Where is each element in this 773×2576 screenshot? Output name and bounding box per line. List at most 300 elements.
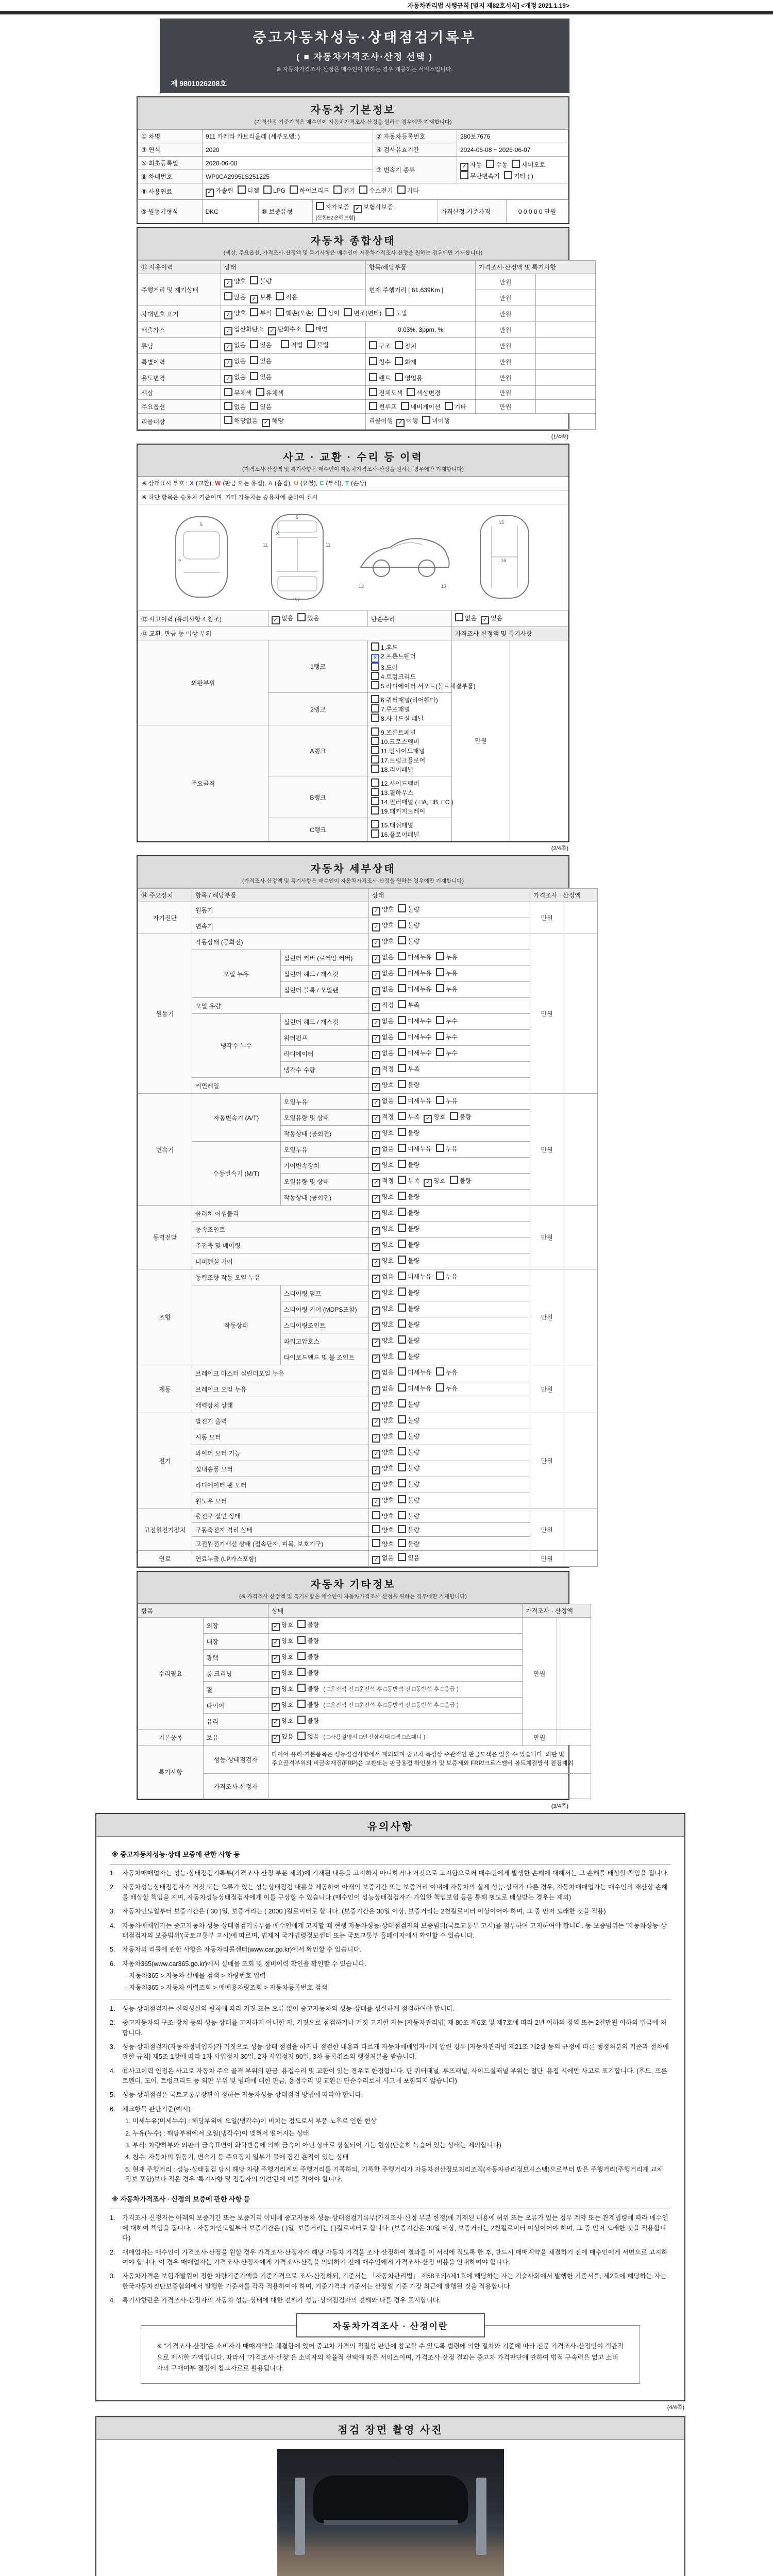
checkbox[interactable] [263,185,272,194]
table-row: 라디에이터 팬 모터 ✓ 양호 불량 [138,1477,598,1493]
accident-title: 사고 · 교환 · 수리 등 이력 [283,452,423,463]
svg-text:11: 11 [326,543,331,548]
checkbox[interactable] [372,1099,380,1107]
checkbox[interactable] [372,1035,380,1043]
table-row: 파워고압호스 ✓ 양호 불량 [138,1333,598,1349]
checkbox[interactable] [424,1179,432,1187]
checkbox[interactable] [224,359,232,367]
device-group: 원동기 [138,934,192,1094]
checkbox[interactable] [372,1498,380,1506]
checkbox[interactable] [372,1354,380,1363]
device-group: 전기 [138,1413,192,1509]
checkbox[interactable] [372,987,380,995]
table-row: 차대번호 표기 ✓ 양호 부식 훼손(오손) 상이 변조(변타) 도말 만원 [138,306,596,322]
checkbox[interactable] [224,375,232,383]
checkbox[interactable] [371,765,379,773]
checkbox[interactable] [398,1080,406,1088]
checkbox[interactable] [460,163,468,171]
checkbox[interactable] [369,341,377,349]
svg-text:13: 13 [441,584,447,589]
checkbox[interactable] [372,1539,380,1547]
checkbox[interactable] [398,1431,406,1439]
legend-note: ※ 하단 항목은 승용차 기준이며, 기타 자동차는 승용차에 준하여 표시 [138,490,568,504]
checkbox[interactable] [436,952,444,960]
checkbox[interactable] [276,292,284,300]
checkbox[interactable] [372,1418,380,1427]
checkbox[interactable] [206,189,214,197]
checkbox[interactable] [250,308,258,316]
checkbox[interactable] [422,416,430,424]
checkbox[interactable] [371,714,379,722]
checkbox[interactable] [372,1275,380,1283]
device-group: 동력전달 [138,1206,192,1269]
checkbox[interactable] [398,1319,406,1328]
checkbox[interactable] [272,1703,280,1711]
checkbox[interactable] [372,1147,380,1155]
transmission-type: ✓자동 수동 세미오토 무단변속기 기타 ( ) [457,157,568,183]
checkbox[interactable] [398,1112,406,1120]
checkbox[interactable] [372,1482,380,1490]
checkbox[interactable] [398,1525,406,1533]
checkbox[interactable] [371,755,379,764]
checkbox[interactable] [398,1176,406,1184]
checkbox[interactable] [372,1067,380,1075]
checkbox[interactable] [398,1447,406,1455]
form-column [137,19,581,1810]
checkbox[interactable] [297,1684,306,1692]
checkbox[interactable] [318,308,326,316]
fuel-type: ✓ 가솔린 디젤 LPG 하이브리드 전기 수소전기 기타 [203,183,568,199]
checkbox[interactable] [333,185,342,194]
checkbox[interactable] [436,1144,444,1152]
checkbox[interactable] [398,936,406,944]
table-row: C랭크 15.대쉬패널 16.플로어패널 [138,818,568,841]
checkbox[interactable] [371,704,379,713]
checkbox[interactable] [297,1668,306,1676]
car-diagram-front-top [163,511,240,603]
checkbox[interactable] [398,1256,406,1264]
checkbox[interactable] [371,681,379,689]
detail-subtitle: (가격조사·산정액 및 특기사항은 매수인이 자동차가격조사·산정을 원하는 경우에만 기재합니다) [242,878,464,884]
checkbox[interactable] [398,1000,406,1008]
checkbox[interactable] [372,1019,380,1027]
checkbox[interactable] [398,1192,406,1200]
checkbox[interactable] [371,788,379,796]
checkbox[interactable] [272,1719,280,1727]
svg-text:5: 5 [296,515,299,520]
table-row: 구동축전지 격리 상태 양호 불량 [138,1523,598,1537]
checkbox[interactable] [372,1370,380,1379]
checkbox[interactable] [371,806,379,815]
regulation-note: 자동차관리법 시행규칙 [별지 제82호서식] <개정 2021.1.19> [407,2,569,9]
checkbox[interactable] [401,402,409,410]
checkbox[interactable] [272,1623,280,1631]
checkbox[interactable] [398,1479,406,1487]
note-item: 4. 특기사항란은 가격조사·산정자의 자동차 성능·상태에 대한 견해가 성능·상태점검자의 견해와 다를 경우 표시합니다. [110,2297,441,2304]
notes-band [96,1814,684,1837]
checkbox[interactable] [344,308,352,316]
checkbox[interactable] [372,1179,380,1187]
table-row: 변속기 자동변속기 (A/T) 오일누유 ✓ 없음 미세누유 누유 만원 [138,1094,598,1110]
checkbox[interactable] [450,1112,458,1120]
checkbox[interactable] [297,1620,306,1628]
checkbox[interactable] [281,340,289,348]
checkbox[interactable] [372,1163,380,1171]
state-code-C: C [320,481,324,487]
checkbox[interactable] [372,923,380,931]
checkbox[interactable] [272,1639,280,1647]
table-row: 연료 연료누출 (LP가스포함) ✓ 없음 있음 만원 [138,1551,598,1567]
section-basic-info [137,96,569,224]
table-row: ⑤ 최초등록일 2020-06-08 ⑦ 변속기 종류 ✓자동 수동 세미오토 무단변속기 기타 ( ) [138,157,568,170]
checkbox[interactable] [250,340,258,348]
detail-band [138,856,568,888]
car-name: 911 카레라 카브리올레 (세부모델: ) [203,130,373,143]
checkbox[interactable] [398,1064,406,1072]
checkbox[interactable] [372,1003,380,1011]
table-row: B랭크 12.사이드멤버 13.휠하우스 14.필러패널 ( □A, □B, □C ) 19.패키지트레이 [138,776,568,818]
checkbox[interactable] [450,1176,458,1184]
checkbox[interactable] [224,343,232,351]
page-marker-3: (3/4쪽) [551,1803,568,1809]
checkbox[interactable] [398,1128,406,1136]
table-row: ① 차명 911 카레라 카브리올레 (세부모델: ) ② 자동차등록번호 280보7676 [138,130,568,143]
checkbox[interactable] [398,904,406,912]
svg-text:9: 9 [178,558,181,563]
checkbox[interactable] [398,952,406,960]
checkbox[interactable] [371,727,379,736]
checkbox[interactable] [407,388,415,396]
table-row: 기본품목 보유 ✓ 있음 없음 ( □사용설명서 □안전삼각대 □잭 □스패너 ) 만원 [138,1730,591,1745]
checkbox[interactable] [398,1415,406,1423]
checkbox[interactable] [436,1096,444,1104]
checkbox[interactable] [272,1655,280,1663]
checkbox[interactable] [436,1272,444,1280]
checkbox[interactable] [297,1732,306,1740]
checkbox[interactable] [385,308,394,316]
checkbox[interactable] [398,1272,406,1280]
table-row: 주요옵션 없음 있음 썬루프 네비게이션 기타 만원 [138,400,596,414]
checkbox[interactable] [436,1367,444,1376]
checkbox[interactable] [436,984,444,992]
checkbox[interactable] [481,616,489,624]
table-row: 자기진단 원동기 ✓ 양호 불량 만원 [138,902,598,918]
checkbox[interactable] [238,185,246,194]
checkbox[interactable] [268,327,276,335]
table-row: 라디에이터 ✓ 없음 미세누수 누수 [138,1046,598,1062]
definition-box-title: 자동차가격조사 · 산정이란 [296,2313,485,2337]
checkbox[interactable] [445,402,453,410]
table-row: 항목 상태 가격조사 · 산정액 [138,1604,591,1618]
table-row: ⑪ 사용이력 상태 항목/해당부품 가격조사·산정액 및 특기사항 [138,261,596,274]
checkbox[interactable] [504,171,512,179]
table-row: 오일 유량 ✓ 적정 부족 [138,998,598,1014]
inspection-period: 2024-06-08 ~ 2026-06-07 [457,143,568,157]
checkbox[interactable] [372,1511,380,1519]
checkbox[interactable] [398,1399,406,1408]
checkbox[interactable] [372,971,380,979]
checkbox[interactable] [272,1735,280,1743]
checkbox[interactable] [250,276,258,284]
checkbox[interactable] [307,340,315,348]
car-diagrams [138,504,568,611]
checkbox[interactable] [455,613,463,621]
checkbox[interactable] [272,1687,280,1695]
checkbox[interactable] [398,1303,406,1312]
table-row: 조향 동력조향 작동 오일 누유 ✓ 없음 미세누유 누유 만원 [138,1269,598,1285]
table-row: 룸 크리닝 ✓ 양호 불량 [138,1666,591,1682]
table-row: 등속조인트 ✓ 양호 불량 [138,1222,598,1238]
price-survey-definition-box [141,2321,640,2384]
table-row: 원동기 작동상태 (공회전) ✓ 양호 불량 만원 [138,934,598,950]
mileage-value: 현재 주행거리 [ 61,639Km ] [366,274,476,306]
checkbox[interactable] [371,672,379,680]
table-row: ⑨ 원동기형식 DKC ⑩ 보증유형 자가보증 ✓ 보험사보증[신한EZ손해보험] 가격산정 기준가격 0 0 0 0 0 만원 [138,199,568,224]
checkbox[interactable] [372,1195,380,1203]
table-row: 타이어 ✓ 양호 불량 ( □운전석 전 □운전석 후 □동반석 전 □동반석 후 □응급 ) [138,1698,591,1714]
checkbox[interactable] [316,202,324,210]
note-item: 3. 자동차인도일부터 보증기간은 ( 30 )일, 보증거리는 ( 2000 )킬로미터로 합니다. (보증기간은 30일 이상, 보증거리는 2천킬로미터 이상이어야 하며, 그 중 먼저 도래한 것을 적용) [110,1908,606,1916]
checkbox[interactable] [262,419,270,427]
document-number: 제 9801026208호 [171,79,227,88]
checkbox[interactable] [224,311,232,319]
checkbox[interactable] [369,373,377,381]
checkbox[interactable] [250,356,258,364]
checkbox[interactable] [398,1553,406,1561]
checkbox[interactable] [371,797,379,805]
checkbox[interactable] [224,327,232,335]
checkbox[interactable] [395,341,403,349]
checkbox[interactable] [224,388,232,396]
checkbox[interactable] [372,1323,380,1331]
checkbox[interactable] [272,1671,280,1679]
checkbox[interactable] [372,1243,380,1251]
table-row: 실린더 블록 / 오일팬 ✓ 없음 미세누유 누유 [138,982,598,998]
checkbox[interactable] [424,1115,432,1123]
checkbox[interactable] [371,737,379,745]
checkbox[interactable] [354,205,362,213]
checkbox[interactable] [297,613,306,621]
note-item: 1. 자동차매매업자는 성능·상태점검기록부(가격조사·산정 부분 제외)에 기재된 내용을 고지하지 아니하거나 거짓으로 고지함으로써 매수인에게 발생한 손해에 대해서는 그 손해를 배상할 책임을 집니다. [110,1870,669,1877]
checkbox[interactable] [512,160,520,168]
checkbox[interactable] [372,1556,380,1564]
checkbox[interactable] [272,616,280,624]
checkbox[interactable] [398,1539,406,1547]
checkbox[interactable] [398,1160,406,1168]
checkbox[interactable] [398,1016,406,1024]
table-row: 작동상태 (공회전) ✓ 양호 불량 [138,1126,598,1142]
detail-title: 자동차 세부상태 [310,863,396,875]
etc-subtitle: (※ 가격조사·산정액 및 특기사항은 매수인이 자동차가격조사·산정을 원하는 경우에만 기재합니다) [239,1594,467,1600]
checkbox[interactable] [398,1495,406,1503]
warranty-type: 자가보증 ✓ 보험사보증[신한EZ손해보험] [312,200,438,224]
checkbox[interactable] [372,1259,380,1267]
checkbox[interactable] [371,829,379,838]
note-item: 1. 성능·상태점검자는 신의성실의 원칙에 따라 거짓 또는 오류 없이 중고자동차의 성능·상태를 성실하게 점검하여야 합니다. [110,2005,455,2012]
table-row: 작동상태 (공회전) ✓ 양호 불량 [138,1190,598,1206]
checkbox[interactable] [306,324,314,332]
checkbox[interactable] [297,1652,306,1660]
notes-body [96,1837,684,2400]
checkbox[interactable] [398,968,406,976]
checkbox[interactable] [436,1383,444,1392]
notes-sec-c-title: ※ 자동차가격조사 · 산정의 보증에 관한 사항 등 [110,2189,671,2209]
checkbox[interactable] [250,295,258,303]
table-row: 고전원전기배선 상태 (접속단자, 피복, 보호기구) 양호 불량 [138,1537,598,1551]
checkbox[interactable] [371,642,379,651]
checkbox[interactable] [297,1700,306,1708]
table-row: 배출가스 ✓ 일산화탄소 ✓ 탄화수소 매연 0.03%, 3ppm, % 만원 [138,322,596,338]
table-row: 브레이크 오일 누유 ✓ 없음 미세누유 누유 [138,1381,598,1397]
checkbox[interactable] [224,416,232,424]
checkbox[interactable] [395,357,403,365]
checkbox[interactable] [397,185,406,194]
checkbox[interactable] [372,1466,380,1475]
checkbox[interactable] [372,907,380,916]
checkbox[interactable] [486,160,494,168]
checkbox[interactable] [372,1051,380,1059]
table-row: 유리 ✓ 양호 불량 [138,1714,591,1730]
special-note [268,1774,591,1799]
state-code-T: T [345,481,349,487]
checkbox[interactable] [398,984,406,992]
checkbox[interactable] [290,185,298,194]
section-photos [95,2416,685,2576]
checkbox[interactable] [398,1351,406,1360]
svg-text:15: 15 [499,520,505,525]
table-row: 오일유량 및 상태 ✓ 적정 부족 ✓ 양호 불량 [138,1174,598,1190]
detail-state-table [138,888,598,1567]
checkbox[interactable] [276,308,284,316]
table-row: 2랭크 6.쿼터패널(리어휀다) 7.루프패널 8.사이드실 패널 [138,693,568,725]
checkbox[interactable] [436,1016,444,1024]
checkbox[interactable] [398,1463,406,1471]
checkbox[interactable] [371,746,379,754]
checkbox[interactable] [371,654,379,663]
basic-info-table [138,129,568,223]
checkbox[interactable] [372,1434,380,1443]
engine-type: DKC [202,200,258,224]
table-row: 주요골격 A랭크 9.프론트패널 10.크로스멤버 11.인사이드패널 17.트렁크플로어 18.리어패널 [138,725,568,776]
first-reg-date: 2020-06-08 [203,157,373,170]
checkbox[interactable] [250,402,258,410]
checkbox[interactable] [372,1131,380,1139]
table-row: ⑬ 교환, 판금 등 이상 부위 가격조사·산정액 및 특기사항 [138,627,568,640]
etc-info-table [138,1604,591,1799]
checkbox[interactable] [436,1032,444,1040]
note-item: 4. 자동차매매업자는 중고자동차 성능·상태점검기록부를 매수인에게 고지할 때 현행 자동차성능·상태점검자의 보증범위(국토교통부 고시)를 첨부하여 고지하여야 합니다. 동 보증범위는 '자동차성능·상태점검자의 보증범위'(국토교통부 고시)에 따르며, 법제처 국가법령정보센터 또는 국토교통부 홈페이지에서 확인할 수 있습니다. [110,1922,667,1939]
checkbox[interactable] [371,663,379,671]
checkbox[interactable] [297,1716,306,1724]
checkbox[interactable] [369,388,377,396]
checkbox[interactable] [372,1291,380,1299]
table-row: 작동상태 스티어링 펌프 ✓ 양호 불량 [138,1285,598,1301]
checkbox[interactable] [372,1525,380,1533]
table-row: 윈도우 모터 ✓ 양호 불량 [138,1493,598,1509]
checkbox[interactable] [250,372,258,380]
table-row: 가격조사·산정자 [138,1774,591,1799]
notes-title: 유의사항 [367,1821,414,1833]
checkbox[interactable] [371,820,379,828]
checkbox[interactable] [398,1096,406,1104]
table-row: ⑫ 사고이력 (유의사항 4.참조) ✓ 없음 있음 단순수리 없음 ✓ 있음 [138,611,568,627]
checkbox[interactable] [372,1386,380,1395]
table-row: 수리필요 외장 ✓ 양호 불량 만원 [138,1618,591,1634]
checkbox[interactable] [372,1307,380,1315]
checkbox[interactable] [398,1383,406,1392]
table-row: 동력전달 클러치 어셈블리 ✓ 양호 불량 만원 [138,1206,598,1222]
checkbox[interactable] [372,1083,380,1091]
photos-band [96,2417,684,2440]
state-code-W: W [215,481,221,487]
checkbox[interactable] [436,968,444,976]
checkbox[interactable] [396,419,405,427]
price-survey-select: ( ■ 자동차가격조사·산정 선택 ) [296,52,433,62]
checkbox[interactable] [359,185,367,194]
section-detail-state [137,855,581,1568]
basic-info-title: 자동차 기본정보 [310,105,396,116]
checkbox[interactable] [369,357,377,365]
checkbox[interactable] [398,1208,406,1216]
checkbox[interactable] [398,920,406,928]
checkbox[interactable] [372,1211,380,1219]
checkbox[interactable] [398,1144,406,1152]
checkbox[interactable] [256,388,264,396]
checkbox[interactable] [398,1048,406,1056]
checkbox[interactable] [372,939,380,947]
checkbox[interactable] [398,1511,406,1519]
checkbox[interactable] [398,1032,406,1040]
section-etc-info [137,1571,574,1800]
state-code-A: A [268,481,273,487]
checkbox[interactable] [460,171,468,179]
state-code-X: X [190,481,194,487]
state-code-legend: ※ 상태표시 부호 : X (교환), W (판금 또는 용접), A (흠집), U (요철), C (부식), T (손상) [138,477,568,490]
checkbox[interactable] [224,292,232,300]
checkbox[interactable] [224,279,232,287]
checkbox[interactable] [398,1287,406,1296]
checkbox[interactable] [371,695,379,703]
checkbox[interactable] [398,1224,406,1232]
table-row: 워터펌프 ✓ 없음 미세누수 누수 [138,1030,598,1046]
car-diagram-side-view [355,511,452,603]
checkbox[interactable] [398,1367,406,1376]
table-row: 시동 모터 ✓ 양호 불량 [138,1429,598,1445]
checkbox[interactable] [297,1636,306,1644]
checkbox[interactable] [436,1048,444,1056]
checkbox[interactable] [369,402,377,410]
svg-text:5: 5 [200,522,203,527]
table-row: 휠 ✓ 양호 불량 ( □운전석 전 □운전석 후 □동반석 전 □동반석 후 □응급 ) [138,1682,591,1698]
checkbox[interactable] [372,1402,380,1411]
checkbox[interactable] [372,1227,380,1235]
checkbox[interactable] [372,1115,380,1123]
checkbox[interactable] [372,1450,380,1459]
checkbox[interactable] [395,373,403,381]
checkbox[interactable] [372,1338,380,1347]
note-item: 4. ⑫사고이력 인정은 사고로 자동차 주요 골격 부위의 판금, 용접수리 및 교환이 있는 경우로 한정합니다. 단 쿼터패널, 루프패널, 사이드실패널 부위는 절단, 용접 시에만 사고로 표기합니다. (후드, 프론트펜더, 도어, 트렁크리드 등 외판 부위 및 범퍼에 대한 판금, 용접수리 및 교환은 단순수리로서 사고에 포함되지 않습니다) [110,2067,667,2084]
svg-text:16: 16 [501,558,507,563]
checkbox[interactable] [371,778,379,787]
checkbox[interactable] [398,1240,406,1248]
basic-info-band [138,97,568,129]
basic-info-subtitle: (가격산정 기준가격은 매수인이 자동차가격조사·산정을 원하는 경우에만 기재합니다) [254,119,452,125]
checkbox[interactable] [372,955,380,963]
note-item: 5. 자동차의 리콜에 관한 사항은 자동차리콜센터(www.car.go.kr)에서 확인할 수 있습니다. [110,1946,362,1954]
checkbox[interactable] [224,402,232,410]
accident-band [138,445,568,477]
checkbox[interactable] [398,1335,406,1344]
